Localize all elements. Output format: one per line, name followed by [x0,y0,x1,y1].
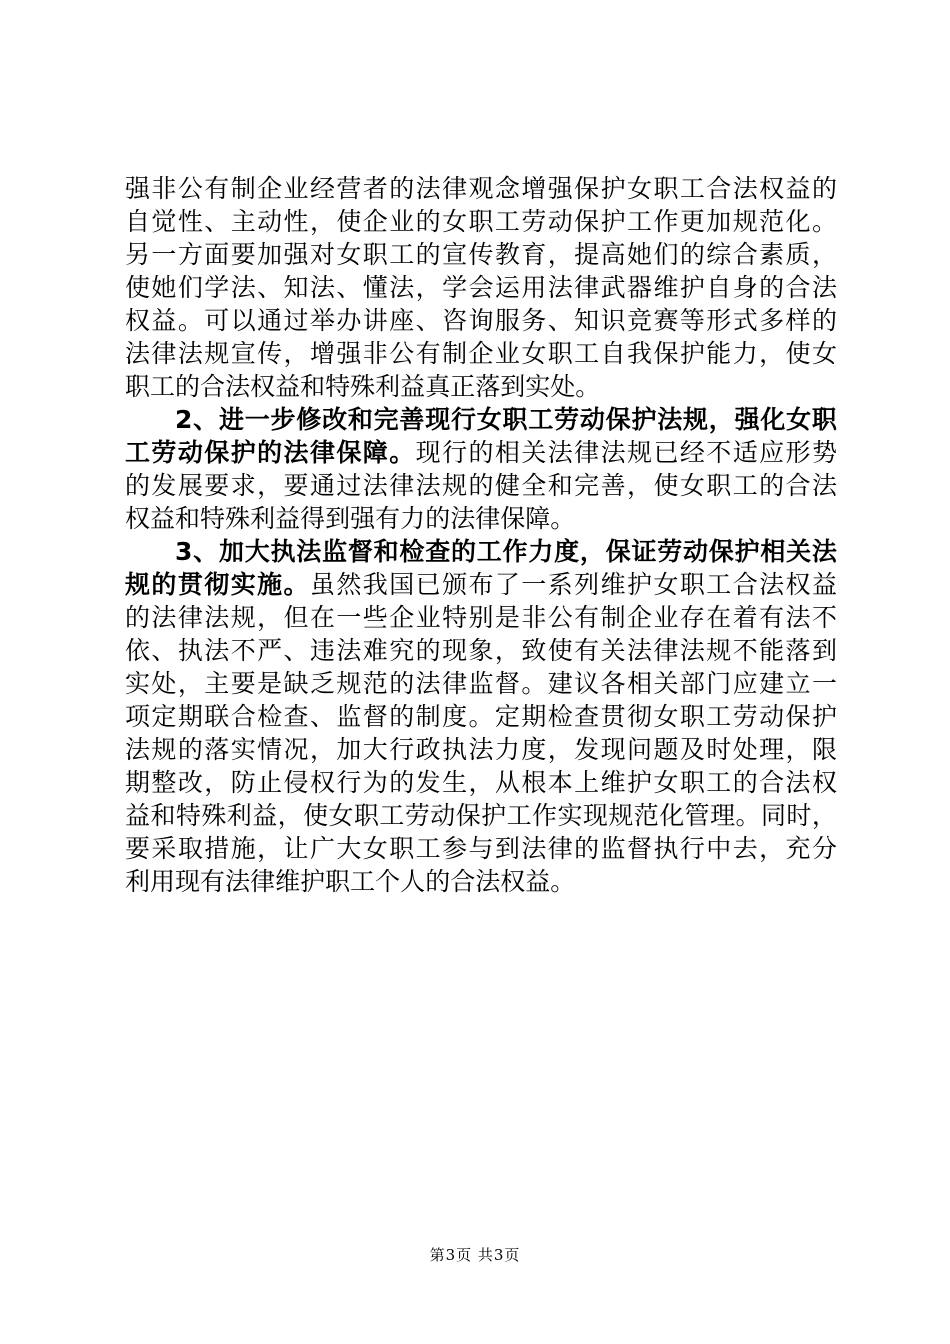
text-line: 的 发 展 要 求 ， 要 通 过 法 律 法 规 的 健 全 和 完 善 ， 使 女 职 工 的 合 法 [125,471,837,500]
text-line: 另 一 方 面 要 加 强 对 女 职 工 的 宣 传 教 育 ， 提 高 她 们 的 综 合 素 质 ， [125,240,837,269]
text-line: 职 工 的 合 法 权 益 和 特 殊 利 益 真 正 落 到 实 处 。 [125,372,601,401]
text-line: 3 、 加 大 执 法 监 督 和 检 查 的 工 作 力 度 ， 保 证 劳 动 保 护 相 关 法 [175,537,837,566]
text-line: 自 觉 性 、 主 动 性 ， 使 企 业 的 女 职 工 劳 动 保 护 工 作 更 加 规 范 化 。 [125,207,837,236]
text-line: 期 整 改 ， 防 止 侵 权 行 为 的 发 生 ， 从 根 本 上 维 护 女 职 工 的 合 法 权 [125,768,837,797]
text-line: 权 益 。 可 以 通 过 举 办 讲 座 、 咨 询 服 务 、 知 识 竞 赛 等 形 式 多 样 的 [125,306,837,335]
text-line: 实 处 ， 主 要 是 缺 乏 规 范 的 法 律 监 督 。 建 议 各 相 关 部 门 应 建 立 一 [125,669,837,698]
text-line: 利 用 现 有 法 律 维 护 职 工 个 人 的 合 法 权 益 。 [125,867,576,896]
text-line: 益 和 特 殊 利 益 ， 使 女 职 工 劳 动 保 护 工 作 实 现 规 范 化 管 理 。 同 时 ， [125,801,837,830]
text-line: 项 定 期 联 合 检 查 、 监 督 的 制 度 。 定 期 检 查 贯 彻 女 职 工 劳 动 保 护 [125,702,837,731]
text-line: 法 规 的 落 实 情 况 ， 加 大 行 政 执 法 力 度 ， 发 现 问 题 及 时 处 理 ， 限 [125,735,837,764]
text-line: 2 、 进 一 步 修 改 和 完 善 现 行 女 职 工 劳 动 保 护 法 规 ， 强 化 女 职 [175,405,837,434]
text-line: 强 非 公 有 制 企 业 经 营 者 的 法 律 观 念 增 强 保 护 女 职 工 合 法 权 益 的 [125,174,837,203]
text-line: 使 她 们 学 法 、 知 法 、 懂 法 ， 学 会 运 用 法 律 武 器 维 护 自 身 的 合 法 [125,273,837,302]
text-line: 的 法 律 法 规 ， 但 在 一 些 企 业 特 别 是 非 公 有 制 企 业 存 在 着 有 法 不 [125,603,837,632]
text-line: 权 益 和 特 殊 利 益 得 到 强 有 力 的 法 律 保 障 。 [125,504,576,533]
text-line: 规 的 贯 彻 实 施 。 虽 然 我 国 已 颁 布 了 一 系 列 维 护 女 职 工 合 法 权 益 [125,570,837,599]
text-line: 法 律 法 规 宣 传 ， 增 强 非 公 有 制 企 业 女 职 工 自 我 保 护 能 力 ， 使 女 [125,339,837,368]
text-line: 依 、 执 法 不 严 、 违 法 难 究 的 现 象 ， 致 使 有 关 法 律 法 规 不 能 落 到 [125,636,837,665]
paragraph [125,403,837,535]
document-body [125,172,837,898]
paragraph [125,535,837,898]
text-line: 工 劳 动 保 护 的 法 律 保 障 。 现 行 的 相 关 法 律 法 规 已 经 不 适 应 形 势 [125,438,837,467]
page-footer: 第3页 共3页 [429,1246,521,1264]
text-line: 要 采 取 措 施 ， 让 广 大 女 职 工 参 与 到 法 律 的 监 督 执 行 中 去 ， 充 分 [125,834,837,863]
paragraph [125,172,837,403]
